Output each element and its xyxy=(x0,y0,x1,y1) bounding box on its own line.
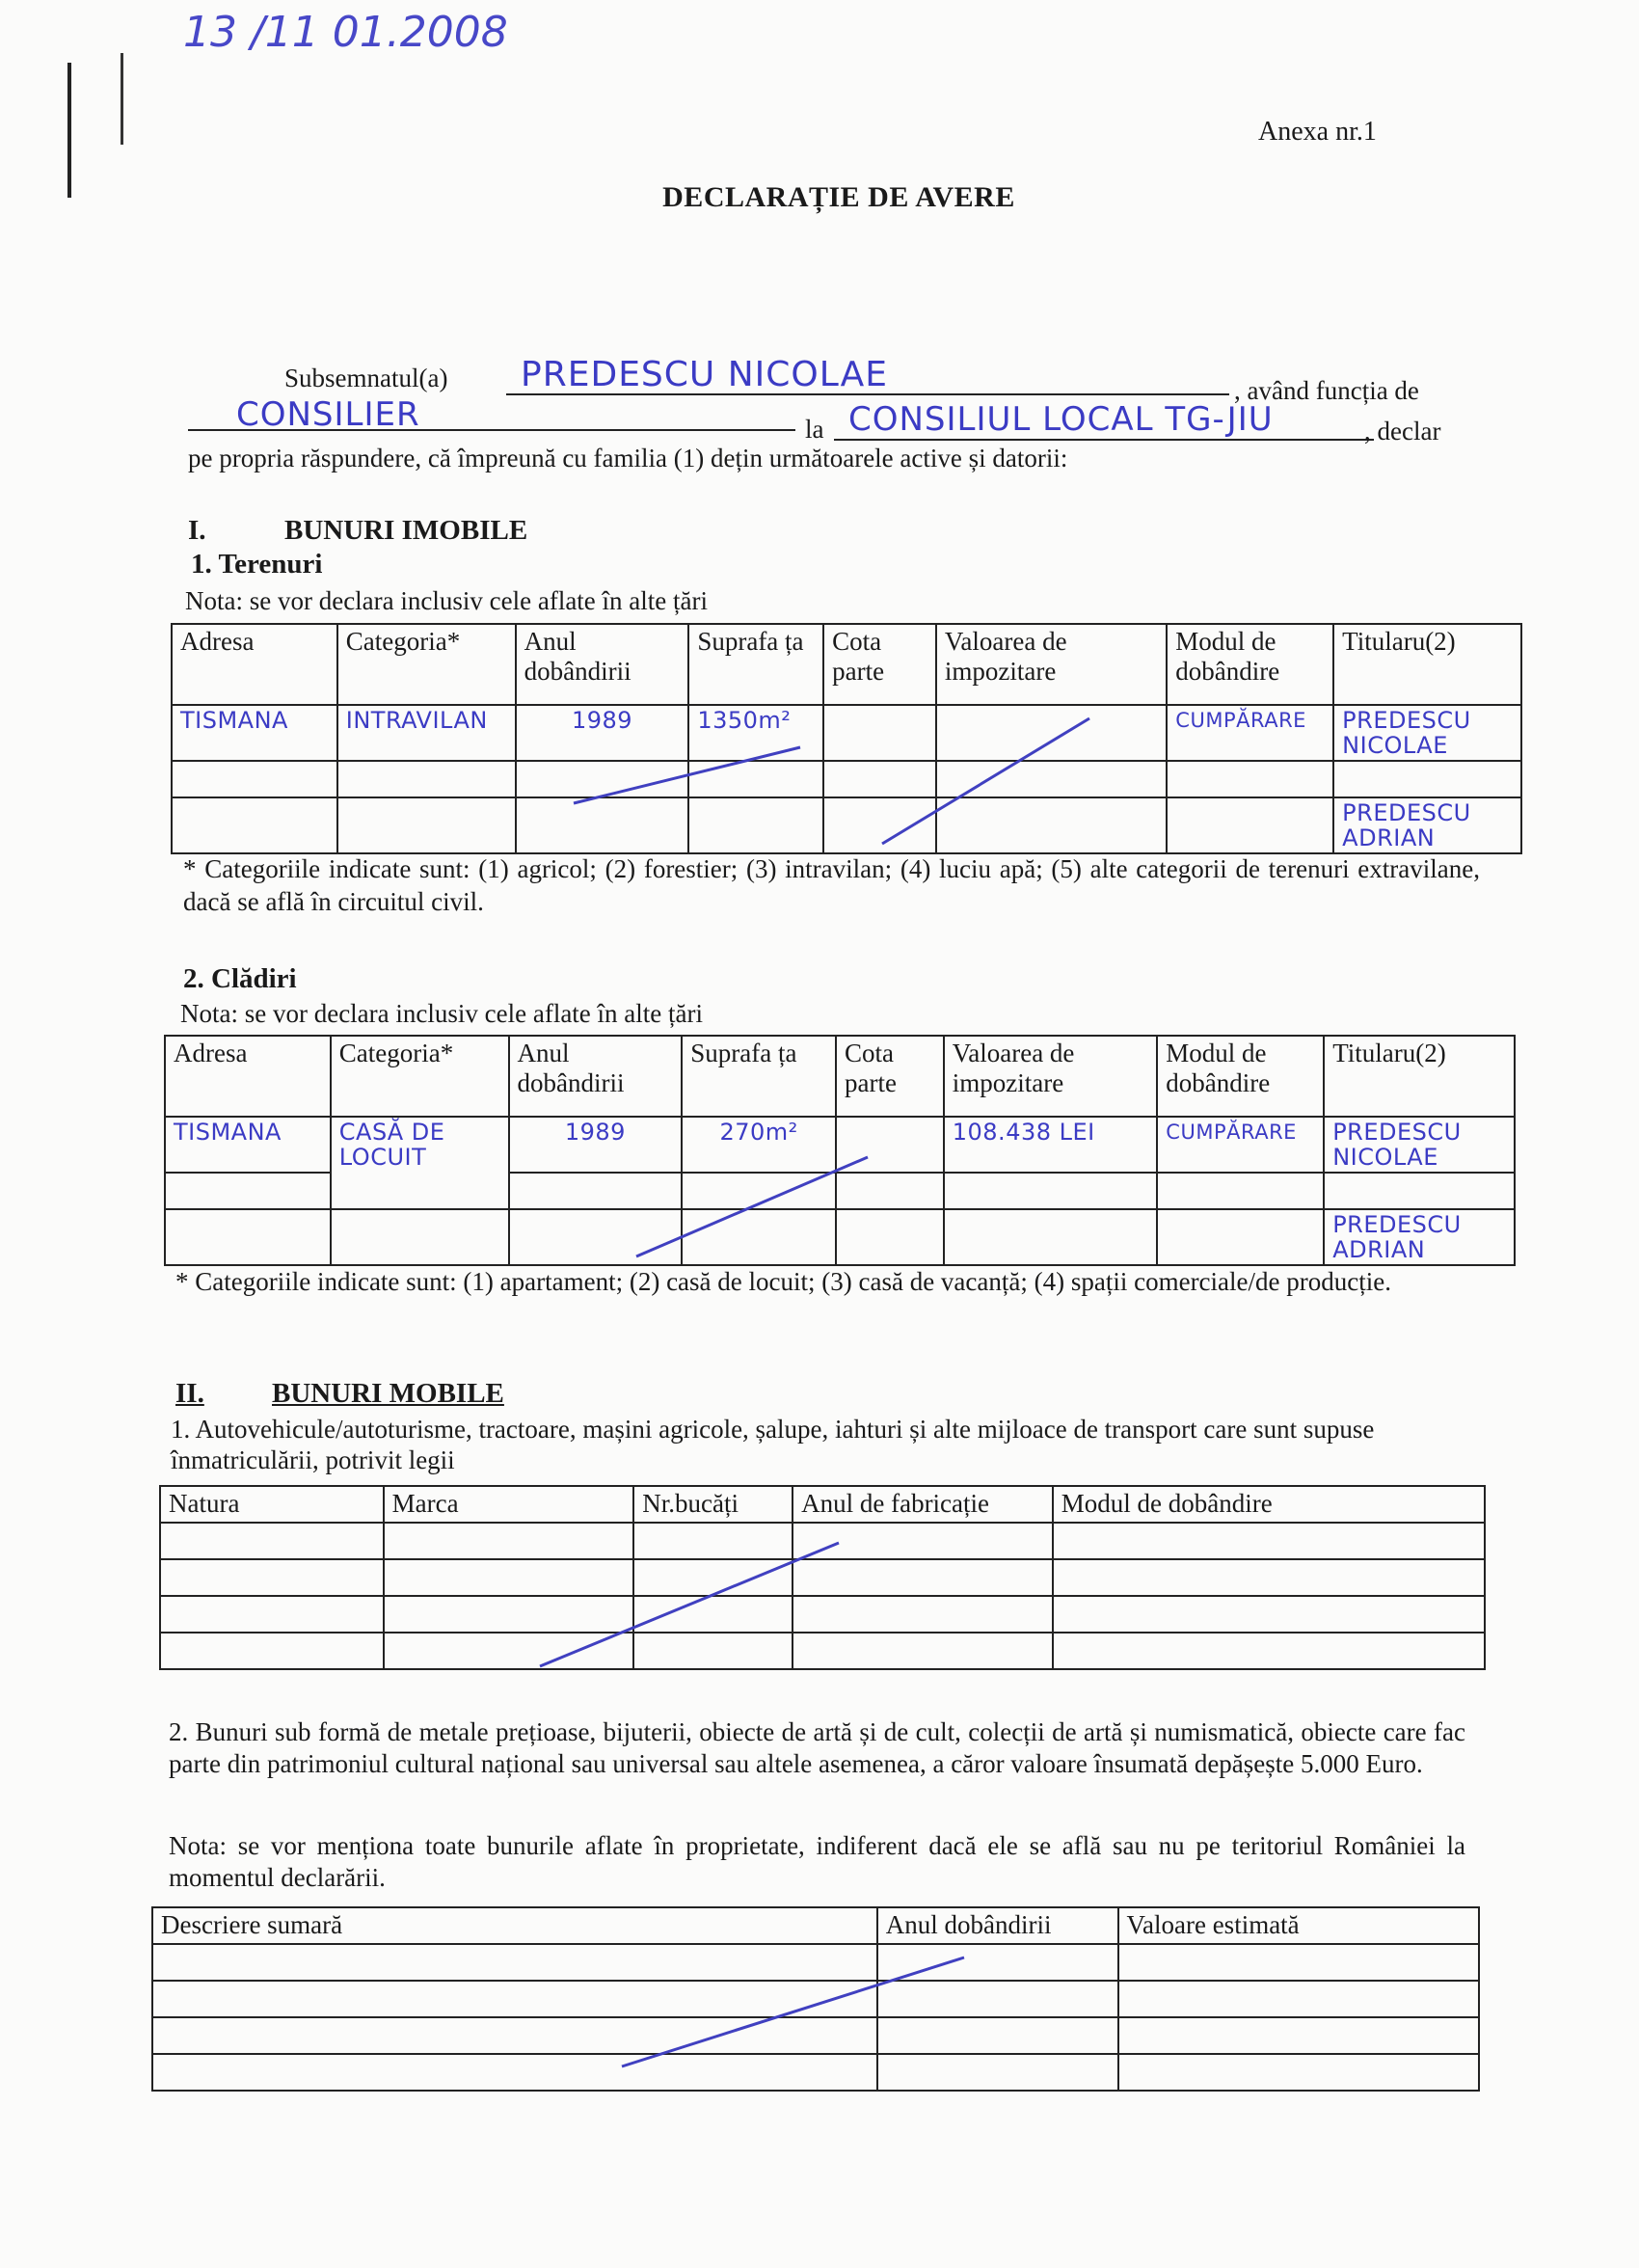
col-header-categoria: Categoria* xyxy=(337,624,516,705)
valuables-note: Nota: se vor menționa toate bunurile aflate în proprietate, indiferent dacă ele se află sau nu pe teritoriul României la momentul declarării. xyxy=(169,1831,1465,1892)
cell-adresa: TISMANA xyxy=(172,705,337,761)
cell-categoria: INTRAVILAN xyxy=(337,705,516,761)
col-header-nr-bucati: Nr.bucăți xyxy=(633,1486,793,1523)
col-header-anul: Anul dobândirii xyxy=(509,1036,683,1117)
col-header-categoria: Categoria* xyxy=(331,1036,509,1117)
col-header-valoare: Valoare estimată xyxy=(1118,1907,1480,1944)
col-header-marca: Marca xyxy=(384,1486,634,1523)
terenuri-footnote: * Categoriile indicate sunt: (1) agricol; (2) forestier; (3) intravilan; (4) luciu apă; (5) alte categorii de terenuri extravilane, dacă se află în circuitul civil. xyxy=(183,854,1480,916)
col-header-suprafata: Suprafa ța xyxy=(688,624,823,705)
cell-modul: CUMPĂRARE xyxy=(1167,705,1333,761)
cell-valoarea: 108.438 LEI xyxy=(944,1117,1158,1173)
col-header-valoarea: Valoarea de impozitare xyxy=(944,1036,1158,1117)
terenuri-note: Nota: se vor declara inclusiv cele aflate în alte țări xyxy=(185,586,708,615)
terenuri-heading: 1. Terenuri xyxy=(191,549,323,580)
cell-categoria: CASĂ DE LOCUIT xyxy=(331,1117,509,1209)
vehicles-table xyxy=(159,1485,1486,1670)
cell-suprafata: 1350m² xyxy=(688,705,823,761)
col-header-descriere: Descriere sumară xyxy=(152,1907,877,1944)
cell-titular-2: PREDESCU ADRIAN xyxy=(1324,1209,1515,1265)
declarant-function: CONSILIER xyxy=(236,395,420,434)
col-header-anul: Anul dobândirii xyxy=(516,624,689,705)
cladiri-note: Nota: se vor declara inclusiv cele aflate în alte țări xyxy=(180,999,703,1028)
intro-sentence: pe propria răspundere, că împreună cu familia (1) dețin următoarele active și datorii: xyxy=(188,444,1068,472)
col-header-natura: Natura xyxy=(160,1486,384,1523)
margin-mark xyxy=(67,63,71,198)
valuables-text: 2. Bunuri sub formă de metale prețioase, bijuterii, obiecte de artă și de cult, colecții de artă și numismatică, obiecte care fac parte din patrimoniul cultural național sau universal sau altele asemenea, a căror valoare însumată depășește 5.000 Euro. xyxy=(169,1717,1465,1778)
declarant-name: PREDESCU NICOLAE xyxy=(521,355,888,394)
cladiri-footnote: * Categoriile indicate sunt: (1) apartament; (2) casă de locuit; (3) casă de vacanță; (4) spații comerciale/de producție. xyxy=(175,1267,1391,1296)
subsemnatul-label: Subsemnatul(a) xyxy=(284,364,448,392)
annex-label: Anexa nr.1 xyxy=(1258,117,1377,147)
section-2-heading: BUNURI MOBILE xyxy=(272,1378,504,1409)
cell-valoarea xyxy=(936,705,1167,761)
cell-modul: CUMPĂRARE xyxy=(1157,1117,1324,1173)
cladiri-table xyxy=(164,1035,1516,1266)
margin-mark-small xyxy=(121,53,123,145)
function-label: , având funcția de xyxy=(1234,376,1419,405)
declar-label: , declar xyxy=(1364,417,1441,446)
page-title: DECLARAȚIE DE AVERE xyxy=(662,181,1015,213)
registration-number: 13 /11 01.2008 xyxy=(183,8,508,57)
col-header-anul-fabricatie: Anul de fabricație xyxy=(793,1486,1053,1523)
col-header-cota: Cota parte xyxy=(823,624,936,705)
col-header-modul: Modul de dobândire xyxy=(1167,624,1333,705)
cell-titular-1: PREDESCU NICOLAE xyxy=(1324,1117,1515,1173)
cell-titular-2: PREDESCU ADRIAN xyxy=(1333,797,1521,853)
valuables-table xyxy=(151,1906,1480,2092)
cell-cota xyxy=(823,705,936,761)
col-header-suprafata: Suprafa ța xyxy=(682,1036,836,1117)
col-header-titular: Titularu(2) xyxy=(1333,624,1521,705)
col-header-adresa: Adresa xyxy=(172,624,337,705)
vehicles-text: 1. Autovehicule/autoturisme, tractoare, mașini agricole, șalupe, iahturi și alte mijloace de transport care sunt supuse înmatriculării, potrivit legii xyxy=(171,1415,1375,1474)
col-header-anul-dobandirii: Anul dobândirii xyxy=(877,1907,1118,1944)
section-1-roman: I. xyxy=(188,515,206,546)
col-header-cota: Cota parte xyxy=(836,1036,944,1117)
cell-suprafata: 270m² xyxy=(682,1117,836,1173)
terenuri-table xyxy=(171,623,1522,854)
col-header-adresa: Adresa xyxy=(165,1036,331,1117)
col-header-modul: Modul de dobândire xyxy=(1157,1036,1324,1117)
declarant-institution: CONSILIUL LOCAL TG-JIU xyxy=(848,400,1274,439)
cell-cota xyxy=(836,1117,944,1173)
col-header-valoarea: Valoarea de impozitare xyxy=(936,624,1167,705)
cell-titular-1: PREDESCU NICOLAE xyxy=(1333,705,1521,761)
col-header-titular: Titularu(2) xyxy=(1324,1036,1515,1117)
section-1-heading: BUNURI IMOBILE xyxy=(284,515,528,546)
col-header-modul: Modul de dobândire xyxy=(1053,1486,1485,1523)
at-label: la xyxy=(805,415,824,444)
cell-adresa: TISMANA xyxy=(165,1117,331,1173)
institution-line xyxy=(834,439,1374,441)
cladiri-heading: 2. Clădiri xyxy=(183,963,297,994)
cell-anul: 1989 xyxy=(509,1117,683,1173)
cell-anul: 1989 xyxy=(516,705,689,761)
section-2-roman: II. xyxy=(175,1378,204,1409)
